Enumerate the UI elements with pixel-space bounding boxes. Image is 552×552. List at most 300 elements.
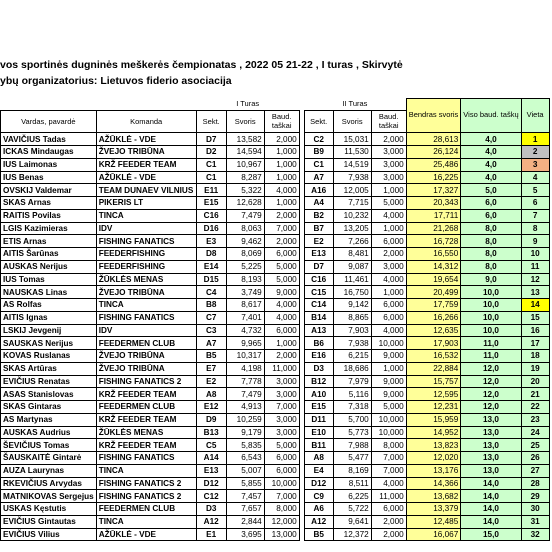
sector1-cell: E13: [196, 464, 226, 477]
place-cell: 13: [521, 286, 549, 299]
total-penalty-cell: 10,0: [461, 324, 521, 337]
total-weight-cell: 20,343: [406, 197, 461, 210]
team-cell: ŽVEJO TRIBŪNA: [96, 350, 196, 363]
sector1-cell: C12: [196, 490, 226, 503]
weight2-cell: 7,938: [333, 337, 371, 350]
name-cell: LSKIJ Jevgenij: [1, 324, 97, 337]
weight2-cell: 7,266: [333, 235, 371, 248]
table-row: [1, 362, 550, 375]
team-cell: ŽŪKLĖS MENAS: [96, 426, 196, 439]
weight1-cell: 14,594: [226, 146, 264, 159]
place-cell: 21: [521, 388, 549, 401]
penalty1-cell: 1,000: [264, 171, 299, 184]
sector1-cell: A12: [196, 515, 226, 528]
weight2-cell: 5,700: [333, 413, 371, 426]
penalty1-cell: 6,000: [264, 248, 299, 261]
table-row: [1, 286, 550, 299]
total-weight-cell: 21,268: [406, 222, 461, 235]
sector1-cell: C5: [196, 439, 226, 452]
sector1-cell: E7: [196, 362, 226, 375]
table-row: [1, 426, 550, 439]
sector1-cell: D16: [196, 222, 226, 235]
sector1-cell: D8: [196, 248, 226, 261]
sector1-cell: C4: [196, 286, 226, 299]
weight2-cell: 8,169: [333, 464, 371, 477]
team-cell: ŽVEJO TRIBŪNA: [96, 362, 196, 375]
sector2-header: Sekt.: [304, 111, 333, 133]
place-cell: 15: [521, 311, 549, 324]
team-cell: TEAM DUNAEV VILNIUS: [96, 184, 196, 197]
weight1-cell: 12,628: [226, 197, 264, 210]
total-penalty-cell: 11,0: [461, 337, 521, 350]
name-cell: AS Rolfas: [1, 299, 97, 312]
total-weight-cell: 14,366: [406, 477, 461, 490]
total-penalty-cell: 13,0: [461, 464, 521, 477]
total-weight-cell: 22,884: [406, 362, 461, 375]
weight1-cell: 7,457: [226, 490, 264, 503]
total-weight-cell: 14,952: [406, 426, 461, 439]
table-row: [1, 235, 550, 248]
sector2-cell: E16: [304, 350, 333, 363]
weight2-cell: 9,641: [333, 515, 371, 528]
place-cell: 26: [521, 452, 549, 465]
sector2-cell: D7: [304, 260, 333, 273]
sector1-cell: E11: [196, 184, 226, 197]
penalty1-cell: 2,000: [264, 209, 299, 222]
sector2-cell: A7: [304, 171, 333, 184]
table-row: [1, 146, 550, 159]
team-cell: TINCA: [96, 299, 196, 312]
team-cell: FEEDERMEN CLUB: [96, 401, 196, 414]
total-penalty-cell: 10,0: [461, 286, 521, 299]
total-penalty-cell: 4,0: [461, 171, 521, 184]
name-cell: IUS Benas: [1, 171, 97, 184]
total-penalty-cell: 12,0: [461, 401, 521, 414]
weight2-cell: 8,481: [333, 248, 371, 261]
penalty1-cell: 10,000: [264, 477, 299, 490]
sector1-cell: C16: [196, 209, 226, 222]
total-weight-cell: 16,266: [406, 311, 461, 324]
sector2-cell: A16: [304, 184, 333, 197]
sector1-cell: E14: [196, 260, 226, 273]
total-weight-cell: 13,379: [406, 503, 461, 516]
weight1-cell: 3,749: [226, 286, 264, 299]
penalty1-cell: 7,000: [264, 490, 299, 503]
table-row: [1, 324, 550, 337]
weight2-cell: 7,715: [333, 197, 371, 210]
penalty1-cell: 2,000: [264, 235, 299, 248]
team-cell: KRŽ FEEDER TEAM: [96, 158, 196, 171]
name-cell: EVIČIUS Gintautas: [1, 515, 97, 528]
place-cell: 14: [521, 299, 549, 312]
name-header: Vardas, pavardė: [1, 111, 97, 133]
sector2-cell: B7: [304, 222, 333, 235]
sector1-cell: D2: [196, 146, 226, 159]
name-cell: KOVAS Ruslanas: [1, 350, 97, 363]
total-penalty-cell: 13,0: [461, 413, 521, 426]
name-cell: ICKAS Mindaugas: [1, 146, 97, 159]
total-penalty-cell: 11,0: [461, 350, 521, 363]
team-cell: PIKERIS LT: [96, 197, 196, 210]
penalty1-cell: 1,000: [264, 197, 299, 210]
team-cell: ŽŪKLĖS MENAS: [96, 273, 196, 286]
weight2-cell: 6,215: [333, 350, 371, 363]
weight1-cell: 5,835: [226, 439, 264, 452]
weight1-cell: 9,462: [226, 235, 264, 248]
team-cell: FISHING FANATICS: [96, 235, 196, 248]
place-cell: 8: [521, 222, 549, 235]
sector2-cell: C1: [304, 158, 333, 171]
total-penalty-cell: 4,0: [461, 158, 521, 171]
team-cell: TINCA: [96, 209, 196, 222]
team-cell: AŽŪKLĖ - VDE: [96, 171, 196, 184]
penalty2-cell: 4,000: [371, 273, 406, 286]
sector1-cell: E2: [196, 375, 226, 388]
name-cell: AUZA Laurynas: [1, 464, 97, 477]
name-cell: ŠEVIČIUS Tomas: [1, 439, 97, 452]
place-cell: 4: [521, 171, 549, 184]
round1-header: I Turas: [196, 99, 299, 111]
sector1-cell: A8: [196, 388, 226, 401]
sector1-cell: E3: [196, 235, 226, 248]
name-cell: IUS Laimonas: [1, 158, 97, 171]
place-cell: 32: [521, 528, 549, 541]
weight2-cell: 5,722: [333, 503, 371, 516]
penalty2-cell: 1,000: [371, 184, 406, 197]
weight1-cell: 2,844: [226, 515, 264, 528]
name-cell: AUSKAS Nerijus: [1, 260, 97, 273]
weight1-cell: 10,967: [226, 158, 264, 171]
weight2-cell: 7,979: [333, 375, 371, 388]
name-cell: EVIČIUS Renatas: [1, 375, 97, 388]
sector2-cell: A10: [304, 388, 333, 401]
total-weight-cell: 17,903: [406, 337, 461, 350]
place-cell: 29: [521, 490, 549, 503]
sector1-cell: D9: [196, 413, 226, 426]
total-penalty-cell: 5,0: [461, 184, 521, 197]
name-cell: ASAS Stanislovas: [1, 388, 97, 401]
weight2-cell: 7,318: [333, 401, 371, 414]
total-penalty-header: Viso baud. taškų: [461, 99, 521, 133]
total-weight-cell: 28,613: [406, 133, 461, 146]
sector1-cell: E1: [196, 528, 226, 541]
penalty1-cell: 3,000: [264, 413, 299, 426]
penalty1-cell: 5,000: [264, 273, 299, 286]
table-row: [1, 158, 550, 171]
table-row: [1, 260, 550, 273]
sector2-cell: A12: [304, 515, 333, 528]
weight1-cell: 8,617: [226, 299, 264, 312]
team-cell: AŽŪKLĖ - VDE: [96, 528, 196, 541]
name-cell: SKAS Arnas: [1, 197, 97, 210]
table-row: [1, 515, 550, 528]
weight2-cell: 16,750: [333, 286, 371, 299]
weight1-cell: 5,855: [226, 477, 264, 490]
sector1-cell: C1: [196, 158, 226, 171]
weight2-cell: 18,686: [333, 362, 371, 375]
weight1-cell: 3,695: [226, 528, 264, 541]
sector2-cell: C16: [304, 273, 333, 286]
weight1-cell: 5,322: [226, 184, 264, 197]
total-penalty-cell: 13,0: [461, 439, 521, 452]
sector2-cell: A4: [304, 197, 333, 210]
sector1-cell: C7: [196, 311, 226, 324]
total-weight-cell: 17,327: [406, 184, 461, 197]
total-penalty-cell: 4,0: [461, 146, 521, 159]
total-weight-header: Bendras svoris: [406, 99, 461, 133]
penalty1-cell: 3,000: [264, 375, 299, 388]
place-cell: 18: [521, 350, 549, 363]
weight1-cell: 7,401: [226, 311, 264, 324]
weight2-header: Svoris: [333, 111, 371, 133]
table-row: [1, 477, 550, 490]
penalty1-cell: 1,000: [264, 146, 299, 159]
weight1-cell: 8,193: [226, 273, 264, 286]
penalty2-cell: 11,000: [371, 490, 406, 503]
penalty2-cell: 2,000: [371, 515, 406, 528]
place-cell: 22: [521, 401, 549, 414]
penalty2-cell: 6,000: [371, 503, 406, 516]
team-cell: FEEDERFISHING: [96, 260, 196, 273]
weight1-cell: 10,317: [226, 350, 264, 363]
penalty1-cell: 7,000: [264, 222, 299, 235]
penalty1-cell: 9,000: [264, 286, 299, 299]
weight2-cell: 5,116: [333, 388, 371, 401]
place-cell: 6: [521, 197, 549, 210]
penalty2-cell: 1,000: [371, 362, 406, 375]
penalty2-cell: 3,000: [371, 146, 406, 159]
weight1-cell: 5,225: [226, 260, 264, 273]
place-cell: 7: [521, 209, 549, 222]
weight1-cell: 4,913: [226, 401, 264, 414]
place-cell: 30: [521, 503, 549, 516]
sector2-cell: C15: [304, 286, 333, 299]
name-cell: SKAS Artūras: [1, 362, 97, 375]
table-row: [1, 413, 550, 426]
name-cell: VAVIČIUS Tadas: [1, 133, 97, 146]
weight2-cell: 8,511: [333, 477, 371, 490]
place-cell: 5: [521, 184, 549, 197]
total-penalty-cell: 10,0: [461, 311, 521, 324]
penalty2-header: Baud. taškai: [371, 111, 406, 133]
total-weight-cell: 13,682: [406, 490, 461, 503]
document-subtitle: ybų organizatorius: Lietuvos fiderio asociacija: [0, 75, 232, 87]
penalty2-cell: 1,000: [371, 222, 406, 235]
total-penalty-cell: 8,0: [461, 248, 521, 261]
weight2-cell: 6,225: [333, 490, 371, 503]
sector2-cell: A8: [304, 452, 333, 465]
total-penalty-cell: 13,0: [461, 426, 521, 439]
place-cell: 11: [521, 260, 549, 273]
penalty2-cell: 3,000: [371, 158, 406, 171]
name-cell: AITIS Ignas: [1, 311, 97, 324]
weight1-cell: 9,965: [226, 337, 264, 350]
place-cell: 17: [521, 337, 549, 350]
place-cell: 12: [521, 273, 549, 286]
place-cell: 3: [521, 158, 549, 171]
total-penalty-cell: 12,0: [461, 388, 521, 401]
penalty2-cell: 6,000: [371, 235, 406, 248]
total-penalty-cell: 9,0: [461, 273, 521, 286]
penalty1-cell: 6,000: [264, 464, 299, 477]
table-row: [1, 133, 550, 146]
name-cell: ŠAUSKAITĖ Gintarė: [1, 452, 97, 465]
weight2-cell: 13,205: [333, 222, 371, 235]
team-cell: KRŽ FEEDER TEAM: [96, 388, 196, 401]
penalty1-cell: 1,000: [264, 158, 299, 171]
place-cell: 27: [521, 464, 549, 477]
team-cell: AŽŪKLĖ - VDE: [96, 133, 196, 146]
total-weight-cell: 15,959: [406, 413, 461, 426]
sector2-cell: B5: [304, 528, 333, 541]
sector1-cell: D7: [196, 133, 226, 146]
sector2-cell: D11: [304, 413, 333, 426]
total-penalty-cell: 4,0: [461, 133, 521, 146]
name-cell: AUSKAS Audrius: [1, 426, 97, 439]
weight1-cell: 6,543: [226, 452, 264, 465]
total-penalty-cell: 8,0: [461, 222, 521, 235]
penalty1-cell: 12,000: [264, 515, 299, 528]
weight2-cell: 7,938: [333, 171, 371, 184]
penalty2-cell: 3,000: [371, 171, 406, 184]
penalty2-cell: 4,000: [371, 477, 406, 490]
weight1-cell: 9,179: [226, 426, 264, 439]
penalty2-cell: 10,000: [371, 426, 406, 439]
weight1-cell: 7,479: [226, 209, 264, 222]
sector2-cell: E10: [304, 426, 333, 439]
sector2-cell: D12: [304, 477, 333, 490]
weight2-cell: 11,530: [333, 146, 371, 159]
table-row: [1, 337, 550, 350]
table-row: [1, 452, 550, 465]
team-cell: FISHING FANATICS 2: [96, 375, 196, 388]
total-weight-cell: 15,757: [406, 375, 461, 388]
sector2-cell: E2: [304, 235, 333, 248]
weight1-cell: 4,198: [226, 362, 264, 375]
name-cell: AS Martynas: [1, 413, 97, 426]
total-weight-cell: 16,532: [406, 350, 461, 363]
place-cell: 23: [521, 413, 549, 426]
table-row: [1, 528, 550, 541]
penalty1-cell: 7,000: [264, 401, 299, 414]
weight1-cell: 10,259: [226, 413, 264, 426]
penalty1-cell: 6,000: [264, 324, 299, 337]
table-row: [1, 350, 550, 363]
penalty1-cell: 1,000: [264, 337, 299, 350]
sector1-cell: E15: [196, 197, 226, 210]
table-row: [1, 401, 550, 414]
total-penalty-cell: 12,0: [461, 362, 521, 375]
penalty2-cell: 9,000: [371, 388, 406, 401]
weight2-cell: 14,519: [333, 158, 371, 171]
weight1-cell: 8,063: [226, 222, 264, 235]
total-penalty-cell: 10,0: [461, 299, 521, 312]
place-cell: 1: [521, 133, 549, 146]
penalty2-cell: 3,000: [371, 260, 406, 273]
weight1-cell: 7,778: [226, 375, 264, 388]
total-penalty-cell: 14,0: [461, 490, 521, 503]
round2-header: II Turas: [304, 99, 406, 111]
table-header: [1, 99, 550, 133]
sector2-cell: D3: [304, 362, 333, 375]
total-penalty-cell: 6,0: [461, 209, 521, 222]
place-cell: 24: [521, 426, 549, 439]
total-weight-cell: 26,124: [406, 146, 461, 159]
weight1-cell: 5,007: [226, 464, 264, 477]
name-cell: AITIS Šarūnas: [1, 248, 97, 261]
sector2-cell: B11: [304, 439, 333, 452]
weight1-cell: 7,479: [226, 388, 264, 401]
weight1-cell: 7,657: [226, 503, 264, 516]
penalty2-cell: 6,000: [371, 299, 406, 312]
total-weight-cell: 13,176: [406, 464, 461, 477]
total-weight-cell: 17,759: [406, 299, 461, 312]
weight2-cell: 12,005: [333, 184, 371, 197]
table-row: [1, 184, 550, 197]
weight1-cell: 13,582: [226, 133, 264, 146]
weight1-cell: 4,732: [226, 324, 264, 337]
sector2-cell: B12: [304, 375, 333, 388]
sector1-cell: A7: [196, 337, 226, 350]
weight1-cell: 8,287: [226, 171, 264, 184]
weight2-cell: 9,142: [333, 299, 371, 312]
name-cell: ETIS Arnas: [1, 235, 97, 248]
total-weight-cell: 16,067: [406, 528, 461, 541]
name-cell: LGIS Kazimieras: [1, 222, 97, 235]
table-row: [1, 171, 550, 184]
team-cell: FEEDERMEN CLUB: [96, 503, 196, 516]
total-weight-cell: 14,312: [406, 260, 461, 273]
results-table: [0, 98, 550, 541]
total-penalty-cell: 13,0: [461, 452, 521, 465]
weight2-cell: 5,477: [333, 452, 371, 465]
sector2-cell: E4: [304, 464, 333, 477]
penalty1-cell: 2,000: [264, 133, 299, 146]
penalty1-cell: 4,000: [264, 299, 299, 312]
sector1-cell: D15: [196, 273, 226, 286]
total-penalty-cell: 8,0: [461, 260, 521, 273]
penalty2-cell: 1,000: [371, 286, 406, 299]
total-weight-cell: 12,020: [406, 452, 461, 465]
team-cell: ŽVEJO TRIBŪNA: [96, 146, 196, 159]
penalty2-cell: 2,000: [371, 248, 406, 261]
penalty2-cell: 5,000: [371, 197, 406, 210]
table-row: [1, 273, 550, 286]
team-cell: KRŽ FEEDER TEAM: [96, 439, 196, 452]
total-penalty-cell: 15,0: [461, 528, 521, 541]
penalty2-cell: 7,000: [371, 464, 406, 477]
table-body: [1, 133, 550, 541]
sector2-cell: B14: [304, 311, 333, 324]
sector1-cell: B8: [196, 299, 226, 312]
sector2-cell: B9: [304, 146, 333, 159]
total-weight-cell: 16,728: [406, 235, 461, 248]
table-row: [1, 311, 550, 324]
penalty1-cell: 5,000: [264, 439, 299, 452]
team-cell: FEEDERFISHING: [96, 248, 196, 261]
penalty2-cell: 9,000: [371, 350, 406, 363]
weight2-cell: 8,865: [333, 311, 371, 324]
penalty1-cell: 3,000: [264, 426, 299, 439]
penalty1-header: Baud. taškai: [264, 111, 299, 133]
penalty2-cell: 2,000: [371, 133, 406, 146]
penalty2-cell: 4,000: [371, 209, 406, 222]
place-cell: 25: [521, 439, 549, 452]
total-weight-cell: 12,485: [406, 515, 461, 528]
table-row: [1, 222, 550, 235]
document-title: vos sportinės dugninės meškerės čempionatas , 2022 05 21-22 , I turas , Skirvytė: [0, 59, 403, 71]
team-cell: FISHING FANATICS: [96, 452, 196, 465]
